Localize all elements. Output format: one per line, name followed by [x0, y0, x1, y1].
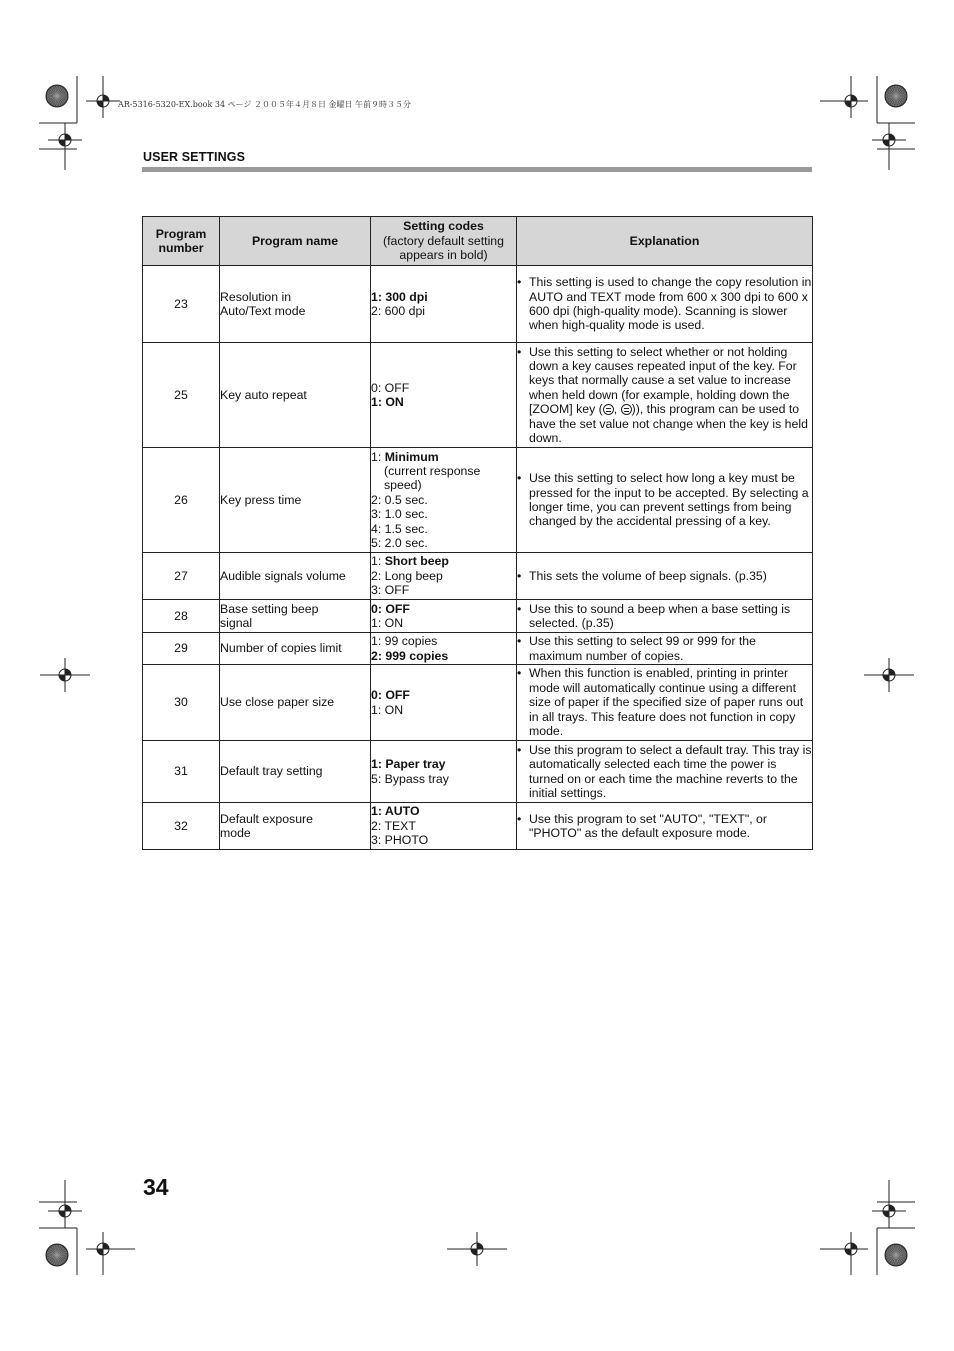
header-program-number-line1: Program [155, 226, 207, 241]
explanation-bullet [517, 471, 812, 529]
setting-code [371, 833, 516, 847]
explanation-bullet [517, 275, 812, 333]
setting-code-text: 2: Long beep [371, 568, 443, 583]
setting-code [371, 602, 516, 616]
bullet-icon: • [517, 666, 522, 681]
setting-code [371, 583, 516, 597]
setting-code [371, 757, 516, 771]
setting-code-default: 2: 999 copies [371, 648, 449, 663]
table-row [143, 803, 813, 850]
explanation-text [529, 471, 812, 529]
program-name-line: Base setting beep [220, 601, 319, 616]
table-row [143, 633, 813, 665]
registration-crosshair-icon [48, 658, 82, 692]
bullet-icon: • [517, 742, 522, 757]
explanation-body: This setting is used to change the copy resolution in AUTO and TEXT mode from 600 x 300 dpi to 600 x 600 dpi (high-quality mode). Scanning is slower when high-quality mode is used. [529, 275, 812, 333]
setting-code [371, 507, 516, 521]
registration-crosshair-icon [48, 1194, 82, 1228]
explanation-text [529, 634, 812, 663]
registration-crosshair-icon [48, 123, 82, 157]
setting-code-text: 5: 2.0 sec. [371, 536, 428, 551]
setting-code-text: 1: 99 copies [371, 634, 438, 649]
setting-code-text: 1: [371, 554, 385, 569]
setting-codes [371, 448, 517, 553]
program-number: 31 [143, 741, 220, 803]
bullet-icon: • [517, 344, 522, 359]
program-number: 29 [143, 633, 220, 665]
registration-disc-icon [885, 1244, 907, 1266]
setting-codes [371, 266, 517, 343]
explanation-bullet [517, 345, 812, 446]
setting-code [371, 819, 516, 833]
table-row [143, 448, 813, 553]
explanation-body: When this function is enabled, printing in printer mode will automatically continue using a different size of paper if the specified size of paper runs out in all trays. This feature does not function in copy mode. [529, 666, 804, 739]
explanation-text [529, 569, 812, 583]
setting-code [371, 569, 516, 583]
registration-crosshair-icon [872, 123, 906, 157]
explanation [517, 665, 813, 741]
setting-codes [371, 553, 517, 600]
program-name-line: Default tray setting [220, 764, 323, 779]
setting-code [371, 522, 516, 536]
page-number: 34 [143, 1174, 169, 1200]
setting-code-default: 1: 300 dpi [371, 289, 428, 304]
program-name-line: Resolution in [220, 289, 292, 304]
header-program-number [143, 217, 220, 266]
explanation-body: Use this program to set "AUTO", "TEXT", or "PHOTO" as the default exposure mode. [529, 811, 767, 840]
explanation-body: Use this to sound a beep when a base setting is selected. (p.35) [529, 601, 791, 630]
explanation-text [529, 666, 812, 738]
explanation-body: Use this program to select a default tray. This tray is automatically selected each time the power is turned on or each time the machine reverts to the initial settings. [529, 742, 812, 800]
bullet-icon: • [517, 634, 522, 649]
setting-code-text: (current response [384, 463, 481, 478]
bullet-icon: • [517, 601, 522, 616]
registration-crosshair-icon [86, 84, 120, 118]
explanation [517, 343, 813, 448]
setting-code-text: speed) [384, 478, 422, 493]
setting-code [371, 464, 516, 478]
registration-crosshair-icon [460, 1232, 494, 1266]
program-number: 23 [143, 266, 220, 343]
program-number: 25 [143, 343, 220, 448]
setting-code [371, 493, 516, 507]
explanation [517, 448, 813, 553]
setting-codes [371, 600, 517, 633]
explanation-text [529, 812, 812, 841]
program-name [220, 633, 371, 665]
setting-code-default: 1: ON [371, 395, 404, 409]
header-program-name: Program name [220, 217, 371, 266]
header-setting-codes-title: Setting codes [403, 219, 484, 234]
explanation-bullet [517, 812, 812, 841]
explanation-bullet [517, 634, 812, 663]
explanation-body-part2: , [613, 402, 621, 417]
setting-code [371, 290, 516, 304]
setting-code [371, 688, 516, 702]
explanation-bullet [517, 602, 812, 631]
explanation [517, 553, 813, 600]
explanation-text [529, 743, 812, 801]
explanation-body: Use this setting to select 99 or 999 for the maximum number of copies. [529, 634, 756, 663]
registration-crosshair-icon [834, 1232, 868, 1266]
setting-code [371, 381, 516, 395]
header-setting-codes-sub2: appears in bold) [399, 248, 488, 263]
registration-disc-icon [46, 1244, 68, 1266]
setting-code-default: 0: OFF [371, 601, 410, 616]
section-title: USER SETTINGS [143, 150, 246, 164]
setting-code-default: Short beep [384, 554, 449, 569]
setting-code [371, 649, 516, 663]
registration-crosshair-icon [872, 1194, 906, 1228]
zoom-up-key-icon [603, 404, 614, 415]
program-name [220, 266, 371, 343]
header-rule [142, 167, 812, 172]
setting-code-text: 2: 600 dpi [371, 304, 426, 318]
bullet-icon: • [517, 811, 522, 826]
setting-code-text: 5: Bypass tray [371, 771, 449, 786]
header-setting-codes-sub1: (factory default setting [383, 233, 504, 248]
program-name-line: Key auto repeat [220, 387, 307, 402]
table-row [143, 665, 813, 741]
settings-table [142, 216, 813, 850]
program-number: 28 [143, 600, 220, 633]
explanation-text [529, 275, 812, 333]
setting-codes [371, 665, 517, 741]
program-name [220, 600, 371, 633]
setting-code-text: 1: ON [371, 616, 404, 630]
setting-code-text: 2: TEXT [371, 818, 416, 833]
registration-disc-icon [885, 85, 907, 107]
zoom-down-key-icon [621, 404, 632, 415]
table-row [143, 266, 813, 343]
setting-code [371, 634, 516, 648]
table-row [143, 553, 813, 600]
explanation [517, 741, 813, 803]
setting-code-text: 1: ON [371, 702, 404, 717]
explanation-bullet [517, 666, 812, 738]
program-name [220, 741, 371, 803]
program-name-line: Auto/Text mode [220, 304, 306, 318]
registration-crosshair-icon [86, 1232, 120, 1266]
program-name-line: mode [220, 826, 251, 840]
table-row [143, 741, 813, 803]
explanation [517, 633, 813, 665]
setting-code [371, 703, 516, 717]
program-name [220, 803, 371, 850]
setting-code [371, 478, 516, 492]
explanation-text [529, 345, 812, 446]
explanation-body: Use this setting to select how long a key must be pressed for the input to be accepted. By selecting a longer time, you can prevent settings from being changed by the accidental pressing of a key. [529, 471, 809, 529]
program-name [220, 553, 371, 600]
print-info: AR-5316-5320-EX.book 34 ページ ２００５年４月８日 金曜日 午前９時３５分 [118, 100, 412, 109]
setting-code-default: 1: AUTO [371, 804, 420, 819]
setting-codes [371, 633, 517, 665]
bullet-icon: • [517, 568, 522, 583]
setting-code [371, 772, 516, 786]
explanation-body-part1: Use this setting to select whether or not holding down a key causes repeated input of the key. For keys that normally cause a set value to increase when held down (for example, holding down the [ZOOM] key ( [529, 344, 797, 417]
program-number: 26 [143, 448, 220, 553]
setting-code-default: 0: OFF [371, 688, 410, 703]
setting-codes [371, 343, 517, 448]
explanation-body-part3: )), this program can be used to have the set value not change when the key is held down. [529, 402, 808, 446]
program-name [220, 448, 371, 553]
setting-code-text: 1: [371, 449, 385, 464]
setting-code [371, 304, 516, 318]
explanation [517, 266, 813, 343]
setting-code-text: 3: PHOTO [371, 833, 429, 848]
program-name-line: Number of copies limit [220, 641, 342, 656]
explanation [517, 803, 813, 850]
registration-crosshair-icon [872, 658, 906, 692]
program-number: 32 [143, 803, 220, 850]
setting-code [371, 554, 516, 568]
registration-disc-icon [46, 85, 68, 107]
program-name-line: signal [220, 616, 253, 630]
header-explanation: Explanation [517, 217, 813, 266]
bullet-icon: • [517, 471, 522, 486]
explanation-body: This sets the volume of beep signals. (p.35) [529, 568, 767, 583]
setting-code [371, 536, 516, 550]
explanation-bullet [517, 569, 812, 583]
program-name-line: Key press time [220, 492, 302, 507]
program-name [220, 343, 371, 448]
setting-codes [371, 741, 517, 803]
bullet-icon: • [517, 275, 522, 290]
program-number: 30 [143, 665, 220, 741]
setting-code-default: 1: Paper tray [371, 757, 446, 772]
setting-code-text: 3: 1.0 sec. [371, 507, 428, 522]
program-number: 27 [143, 553, 220, 600]
setting-code-default: Minimum [384, 449, 439, 464]
program-name-line: Default exposure [220, 811, 313, 826]
setting-code [371, 804, 516, 818]
setting-code [371, 616, 516, 630]
header-setting-codes [371, 217, 517, 266]
program-name-line: Audible signals volume [220, 568, 346, 583]
table-header-row [143, 217, 813, 266]
setting-code-text: 3: OFF [371, 583, 410, 598]
explanation-bullet [517, 743, 812, 801]
program-name [220, 665, 371, 741]
setting-code-text: 4: 1.5 sec. [371, 521, 428, 536]
header-program-number-line2: number [158, 241, 204, 255]
table-row [143, 343, 813, 448]
table-row [143, 600, 813, 633]
setting-codes [371, 803, 517, 850]
registration-crosshair-icon [834, 84, 868, 118]
setting-code [371, 395, 516, 409]
explanation [517, 600, 813, 633]
setting-code [371, 450, 516, 464]
program-name-line: Use close paper size [220, 695, 335, 710]
setting-code-text: 2: 0.5 sec. [371, 492, 428, 507]
explanation-text [529, 602, 812, 631]
setting-code-text: 0: OFF [371, 380, 410, 395]
